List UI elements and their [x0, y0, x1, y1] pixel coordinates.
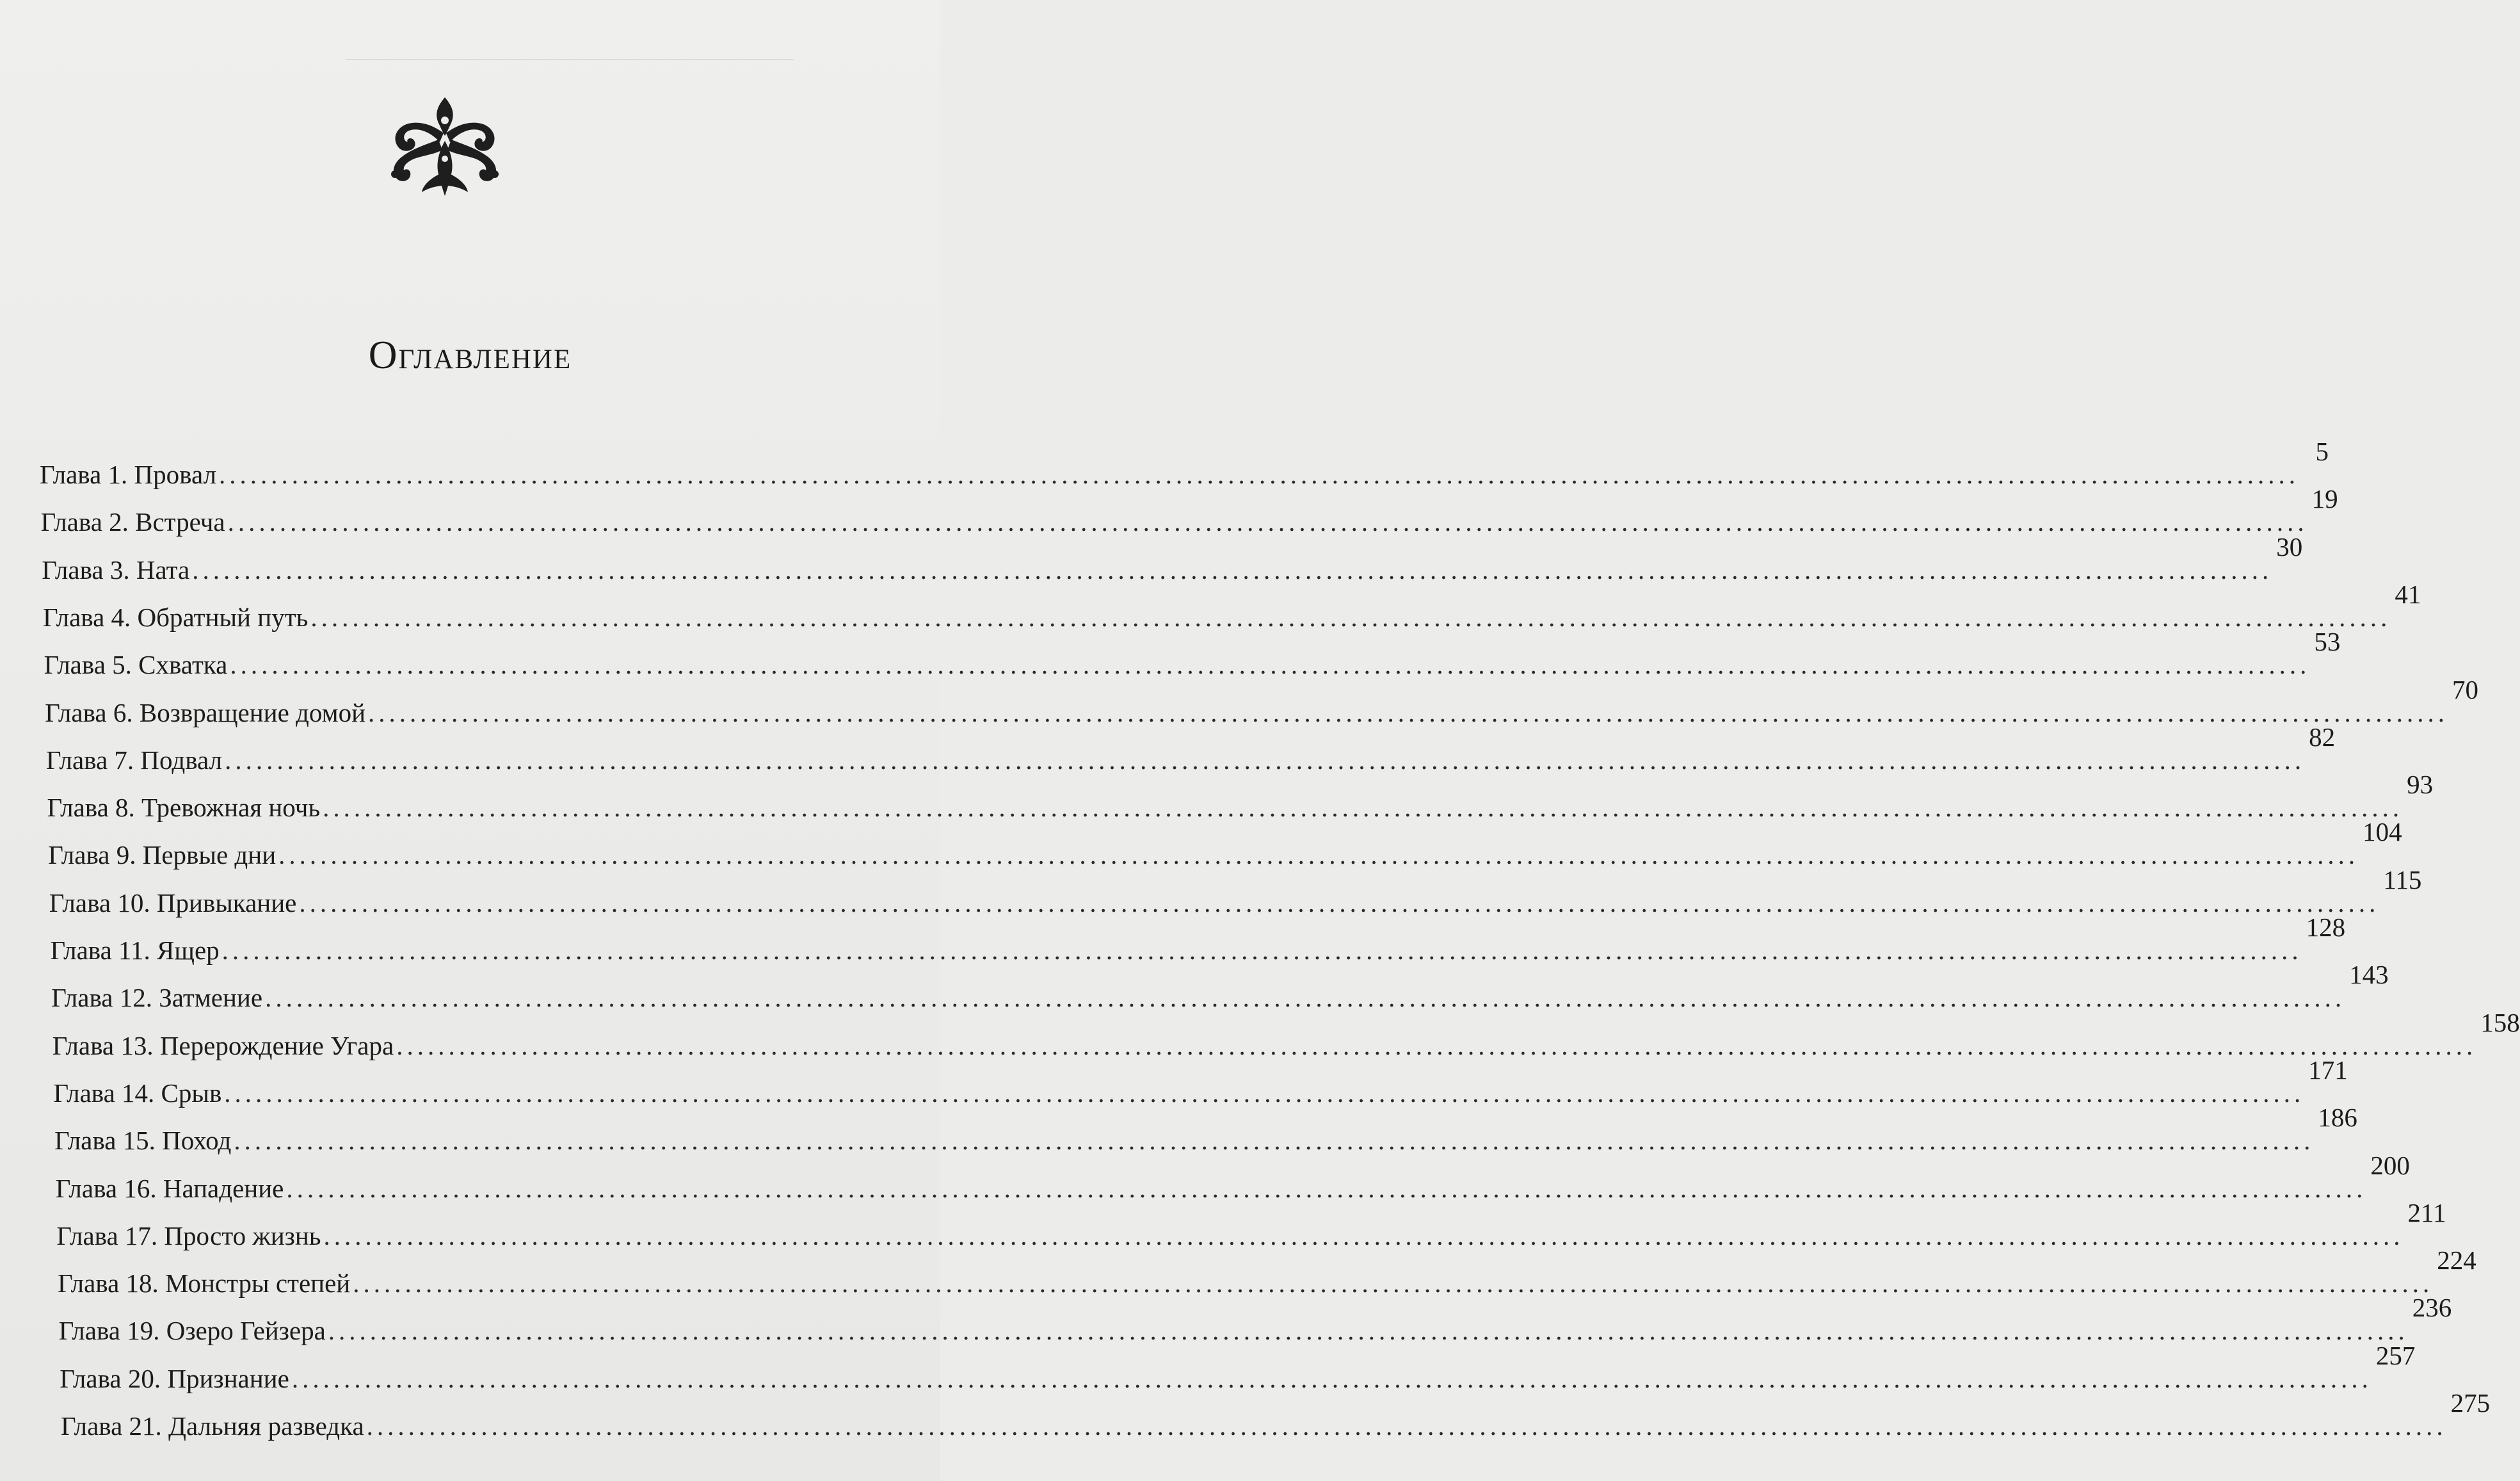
toc-entry-leader: ........................................................................................................................................................................................................: [291, 1363, 2372, 1393]
toc-entry-label: Глава 13. Перерождение Угара: [52, 1030, 394, 1060]
toc-entry-label: Глава 17. Просто жизнь: [56, 1220, 321, 1250]
toc-entry-leader: ........................................................................................................................................................................................................: [265, 983, 2346, 1013]
toc-entry-leader: ........................................................................................................................................................................................................: [278, 840, 2359, 870]
toc-entry: [52, 1007, 2520, 1060]
toc-entry-leader: ........................................................................................................................................................................................................: [192, 554, 2273, 585]
toc-entry: [55, 1150, 2410, 1203]
toc-entry-leader: ........................................................................................................................................................................................................: [368, 697, 2449, 727]
toc-entry-label: Глава 7. Подвал: [45, 745, 223, 775]
toc-entry: [49, 864, 2422, 918]
toc-entry-page-number: 143: [2349, 960, 2389, 990]
toc-entry: [45, 674, 2479, 727]
toc-entry-leader: ........................................................................................................................................................................................................: [299, 887, 2380, 918]
toc-entry-page-number: 257: [2375, 1340, 2416, 1370]
toc-entry: [58, 1245, 2476, 1299]
toc-entry-label: Глава 20. Признание: [60, 1363, 289, 1393]
toc-entry-page-number: 128: [2306, 912, 2346, 942]
toc-entry: [42, 531, 2303, 585]
toc-title: Оглавление: [368, 334, 572, 377]
toc-entry-leader: ........................................................................................................................................................................................................: [396, 1030, 2477, 1060]
toc-entry-page-number: 5: [2315, 437, 2329, 466]
toc-entry-label: Глава 2. Встреча: [40, 507, 225, 537]
toc-entry: [40, 484, 2338, 537]
toc-entry-page-number: 30: [2276, 531, 2303, 562]
toc-entry: [44, 627, 2341, 680]
toc-entry-leader: ........................................................................................................................................................................................................: [219, 460, 2299, 489]
toc-entry-label: Глава 11. Ящер: [50, 935, 220, 965]
toc-entry-label: Глава 6. Возвращение домой: [45, 697, 366, 727]
toc-entry-page-number: 53: [2314, 627, 2341, 657]
toc-entry: [58, 1293, 2452, 1346]
toc-entry-page-number: 171: [2308, 1055, 2348, 1085]
toc-entry: [48, 817, 2402, 870]
toc-entry: [51, 960, 2389, 1013]
toc-entry-page-number: 275: [2450, 1388, 2491, 1418]
toc-entry-leader: ........................................................................................................................................................................................................: [366, 1411, 2447, 1441]
toc-entry-label: Глава 16. Нападение: [55, 1173, 284, 1203]
toc-entry-leader: ........................................................................................................................................................................................................: [328, 1316, 2409, 1346]
toc-entry-label: Глава 19. Озеро Гейзера: [58, 1316, 326, 1346]
toc-entry: [40, 437, 2329, 489]
toc-entry-leader: ........................................................................................................................................................................................................: [353, 1268, 2434, 1299]
toc-entry: [47, 770, 2434, 823]
toc-entry-leader: ........................................................................................................................................................................................................: [234, 1126, 2315, 1156]
toc-entry-page-number: 41: [2395, 579, 2421, 609]
toc-entry-leader: ........................................................................................................................................................................................................: [323, 1220, 2404, 1250]
toc-entry-leader: ........................................................................................................................................................................................................: [310, 602, 2391, 632]
toc-entry-leader: ........................................................................................................................................................................................................: [323, 793, 2404, 823]
toc-entry-page-number: 158: [2480, 1007, 2520, 1037]
toc-entry-label: Глава 14. Срыв: [53, 1078, 222, 1108]
toc-entry-label: Глава 4. Обратный путь: [43, 602, 309, 632]
toc-entry: [54, 1103, 2357, 1156]
toc-entry-page-number: 82: [2309, 722, 2336, 752]
toc-entry-leader: ........................................................................................................................................................................................................: [230, 650, 2311, 680]
toc-entry: [50, 912, 2346, 965]
toc-entry-page-number: 186: [2318, 1103, 2357, 1133]
toc-entry-page-number: 200: [2370, 1150, 2410, 1180]
toc-entry-label: Глава 10. Привыкание: [49, 887, 297, 918]
toc-entry-leader: ........................................................................................................................................................................................................: [227, 507, 2308, 537]
toc-entry: [56, 1197, 2446, 1250]
toc-entry-label: Глава 8. Тревожная ночь: [47, 793, 321, 823]
toc-entry: [43, 579, 2421, 632]
toc-entry-page-number: 93: [2407, 770, 2434, 800]
toc-entry-page-number: 19: [2311, 484, 2338, 514]
toc-entry-label: Глава 1. Провал: [40, 460, 216, 489]
toc-entry-label: Глава 9. Первые дни: [48, 840, 277, 870]
toc-entry-leader: ........................................................................................................................................................................................................: [225, 745, 2306, 775]
toc-entry-page-number: 104: [2363, 817, 2402, 847]
toc-entry-page-number: 224: [2437, 1245, 2476, 1275]
toc-entry-page-number: 211: [2407, 1197, 2446, 1227]
toc-entry: [53, 1055, 2348, 1108]
toc-entry-page-number: 115: [2383, 864, 2422, 894]
toc-entry: [61, 1388, 2491, 1441]
toc-entry-leader: ........................................................................................................................................................................................................: [224, 1078, 2305, 1108]
toc-entry-leader: ........................................................................................................................................................................................................: [286, 1173, 2367, 1203]
toc-entry-label: Глава 15. Поход: [54, 1126, 232, 1156]
toc-entry-label: Глава 12. Затмение: [51, 983, 263, 1013]
toc-entry-leader: ........................................................................................................................................................................................................: [221, 935, 2302, 965]
toc-entry-label: Глава 3. Ната: [42, 554, 190, 585]
toc-entry-page-number: 70: [2452, 674, 2479, 704]
toc-entry-label: Глава 21. Дальняя разведка: [61, 1411, 364, 1441]
toc-entry: [60, 1340, 2416, 1393]
toc-entry: [45, 722, 2336, 775]
toc-entry-label: Глава 5. Схватка: [44, 650, 228, 680]
toc-entry-label: Глава 18. Монстры степей: [58, 1268, 351, 1299]
toc-entry-page-number: 236: [2412, 1293, 2452, 1323]
